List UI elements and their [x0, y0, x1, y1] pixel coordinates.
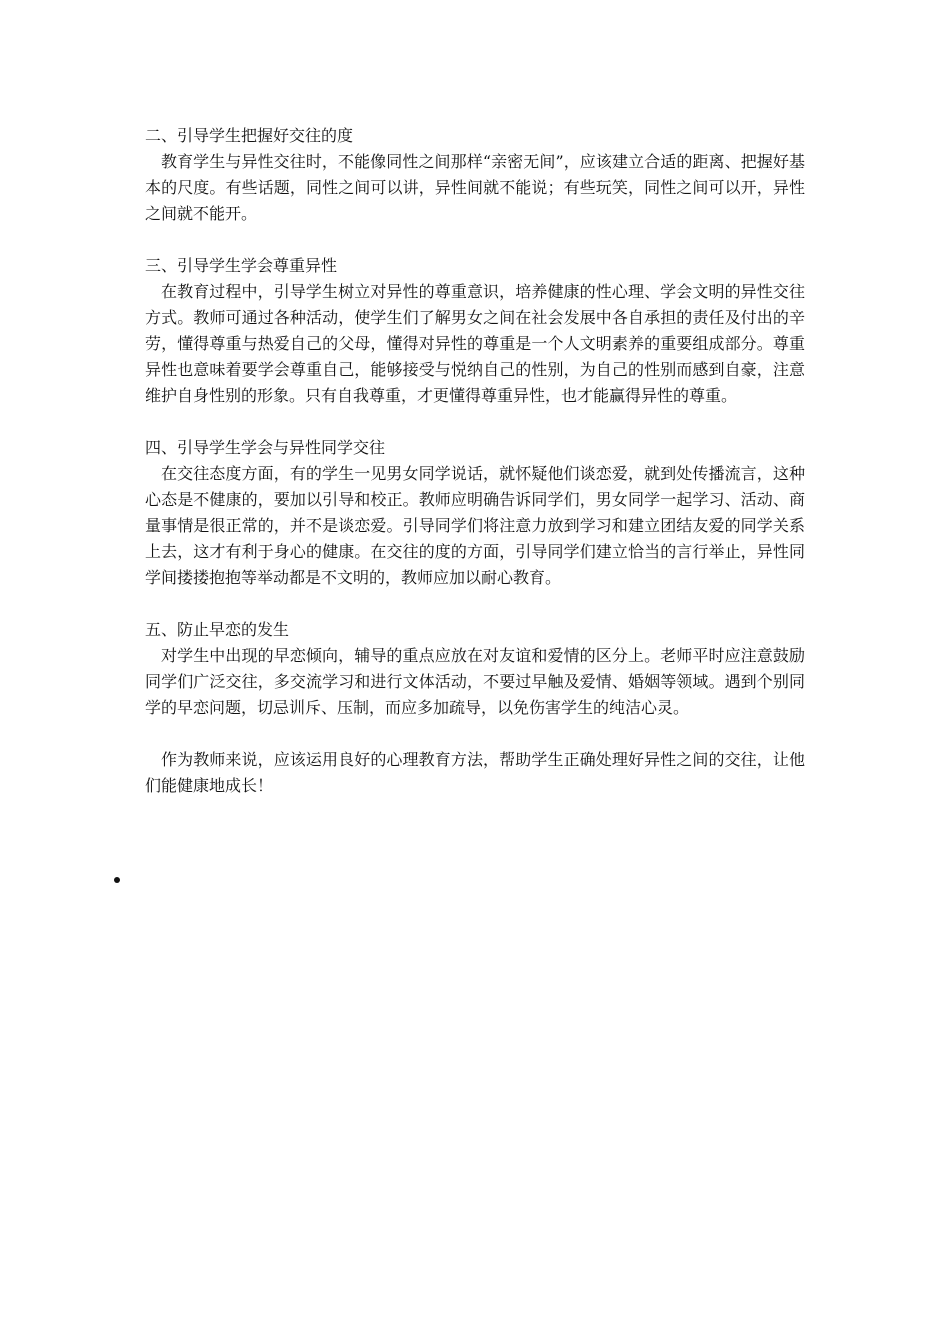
section-paragraph: 在交往态度方面，有的学生一见男女同学说话，就怀疑他们谈恋爱，就到处传播流言，这种心态是不健康的，要加以引导和校正。教师应明确告诉同学们，男女同学一起学习、活动、商量事情是很正常的，并不是谈恋爱。引导同学们将注意力放到学习和建立团结友爱的同学关系上去，这才有利于身心的健康。在交往的度的方面，引导同学们建立恰当的言行举止，异性同学间搂搂抱抱等举动都是不文明的，教师应加以耐心教育。 [145, 464, 805, 587]
section-prevention [145, 617, 805, 721]
section-heading: 五、防止早恋的发生 [145, 620, 290, 639]
section-paragraph: 教育学生与异性交往时，不能像同性之间那样“亲密无间”，应该建立合适的距离、把握好基本的尺度。有些话题，同性之间可以讲，异性间就不能说；有些玩笑，同性之间可以开，异性之间就不能开。 [145, 152, 805, 223]
bullet-dot-icon [114, 877, 120, 883]
section-heading: 三、引导学生学会尊重异性 [145, 256, 338, 275]
closing-paragraph: 作为教师来说，应该运用良好的心理教育方法，帮助学生正确处理好异性之间的交往，让他们能健康地成长！ [145, 750, 805, 795]
section-interaction [145, 435, 805, 591]
section-respect [145, 253, 805, 409]
section-heading: 四、引导学生学会与异性同学交往 [145, 438, 386, 457]
section-paragraph: 在教育过程中，引导学生树立对异性的尊重意识，培养健康的性心理、学会文明的异性交往方式。教师可通过各种活动，使学生们了解男女之间在社会发展中各自承担的责任及付出的辛劳，懂得尊重与热爱自己的父母，懂得对异性的尊重是一个人文明素养的重要组成部分。尊重异性也意味着要学会尊重自己，能够接受与悦纳自己的性别，为自己的性别而感到自豪，注意维护自身性别的形象。只有自我尊重，才更懂得尊重异性，也才能赢得异性的尊重。 [145, 282, 805, 405]
section-paragraph: 对学生中出现的早恋倾向，辅导的重点应放在对友谊和爱情的区分上。老师平时应注意鼓励同学们广泛交往，多交流学习和进行文体活动，不要过早触及爱情、婚姻等领域。遇到个别同学的早恋问题，切忌训斥、压制，而应多加疏导，以免伤害学生的纯洁心灵。 [145, 646, 805, 717]
section-boundaries [145, 123, 805, 227]
document-content [145, 123, 805, 799]
section-heading: 二、引导学生把握好交往的度 [145, 126, 354, 145]
